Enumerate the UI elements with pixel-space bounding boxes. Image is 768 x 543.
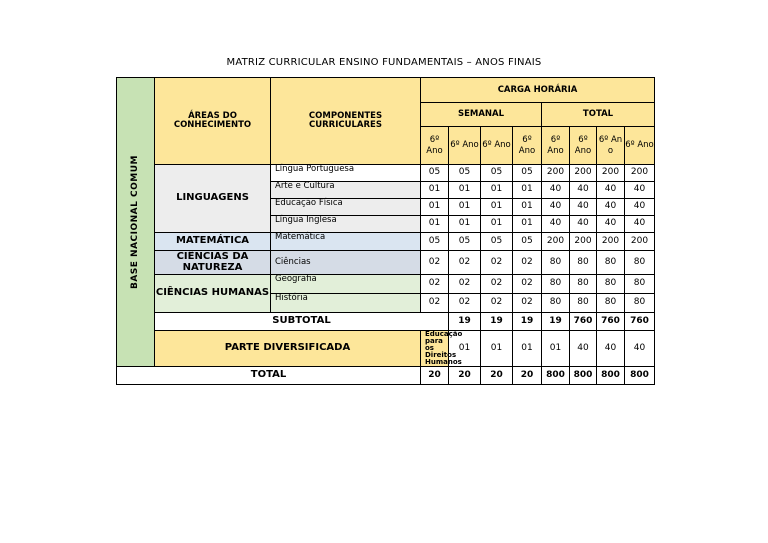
value-cell: 01 bbox=[449, 182, 481, 199]
value-cell: 05 bbox=[421, 233, 449, 251]
total-row bbox=[117, 367, 655, 385]
ano-header: 6º Ano bbox=[625, 127, 655, 165]
value-cell: 01 bbox=[513, 199, 542, 216]
value-cell: 760 bbox=[570, 313, 597, 331]
ano-header: 6º Ano bbox=[513, 127, 542, 165]
ano-header: 6º An o bbox=[597, 127, 625, 165]
ano-header: 6º Ano bbox=[481, 127, 513, 165]
componente-cell: Arte e Cultura bbox=[271, 182, 421, 199]
value-cell: 05 bbox=[449, 165, 481, 182]
semanal-header: SEMANAL bbox=[421, 103, 542, 127]
area-ciencias-humanas: CIÊNCIAS HUMANAS bbox=[155, 275, 271, 313]
value-cell: 40 bbox=[542, 199, 570, 216]
value-cell: 40 bbox=[625, 199, 655, 216]
value-cell: 01 bbox=[449, 199, 481, 216]
value-cell: 200 bbox=[570, 233, 597, 251]
value-cell: 80 bbox=[597, 251, 625, 275]
value-cell: 200 bbox=[570, 165, 597, 182]
value-cell: 40 bbox=[542, 182, 570, 199]
areas-header: ÁREAS DO CONHECIMENTO bbox=[155, 78, 271, 165]
componente-cell: Educação para os Direitos Humanos bbox=[421, 331, 449, 367]
componente-cell: Língua Portuguesa bbox=[271, 165, 421, 182]
ano-header: 6º Ano bbox=[449, 127, 481, 165]
base-nacional-comum-label: BASE NACIONAL COMUM bbox=[129, 154, 140, 290]
value-cell: 19 bbox=[481, 313, 513, 331]
value-cell: 02 bbox=[421, 275, 449, 294]
value-cell: 19 bbox=[542, 313, 570, 331]
componente-cell: Matemática bbox=[271, 233, 421, 251]
value-cell: 80 bbox=[570, 251, 597, 275]
document-title: MATRIZ CURRICULAR ENSINO FUNDAMENTAIS – ANOS FINAIS bbox=[226, 57, 542, 68]
value-cell: 01 bbox=[481, 331, 513, 367]
value-cell: 200 bbox=[625, 233, 655, 251]
value-cell: 80 bbox=[625, 275, 655, 294]
value-cell: 80 bbox=[597, 294, 625, 313]
area-linguagens: LINGUAGENS bbox=[155, 165, 271, 233]
value-cell: 80 bbox=[542, 294, 570, 313]
value-cell: 02 bbox=[513, 294, 542, 313]
value-cell: 02 bbox=[481, 251, 513, 275]
value-cell: 02 bbox=[481, 275, 513, 294]
value-cell: 40 bbox=[597, 331, 625, 367]
value-cell: 40 bbox=[597, 182, 625, 199]
area-matematica: MATEMÁTICA bbox=[155, 233, 271, 251]
value-cell: 80 bbox=[625, 251, 655, 275]
value-cell: 01 bbox=[542, 331, 570, 367]
value-cell: 02 bbox=[421, 294, 449, 313]
value-cell: 80 bbox=[570, 294, 597, 313]
parte-diversificada-row bbox=[117, 331, 655, 367]
base-nacional-comum-cell bbox=[117, 78, 155, 367]
value-cell: 05 bbox=[449, 233, 481, 251]
value-cell: 760 bbox=[625, 313, 655, 331]
subtotal-row bbox=[117, 313, 655, 331]
componente-cell: Geografia bbox=[271, 275, 421, 294]
value-cell: 40 bbox=[570, 331, 597, 367]
value-cell: 80 bbox=[570, 275, 597, 294]
value-cell: 40 bbox=[570, 216, 597, 233]
value-cell: 02 bbox=[449, 275, 481, 294]
componente-cell: História bbox=[271, 294, 421, 313]
area-ciencias-natureza: CIÊNCIAS DA NATUREZA bbox=[155, 251, 271, 275]
table-row bbox=[117, 275, 655, 294]
value-cell: 01 bbox=[481, 216, 513, 233]
value-cell: 200 bbox=[542, 165, 570, 182]
value-cell: 40 bbox=[570, 199, 597, 216]
value-cell: 800 bbox=[542, 367, 570, 385]
value-cell: 02 bbox=[513, 251, 542, 275]
subtotal-label: SUBTOTAL bbox=[155, 313, 449, 331]
value-cell: 01 bbox=[481, 182, 513, 199]
value-cell: 20 bbox=[481, 367, 513, 385]
value-cell: 01 bbox=[481, 199, 513, 216]
value-cell: 80 bbox=[597, 275, 625, 294]
value-cell: 19 bbox=[513, 313, 542, 331]
total-header: TOTAL bbox=[542, 103, 655, 127]
value-cell: 01 bbox=[513, 182, 542, 199]
value-cell: 200 bbox=[597, 233, 625, 251]
total-label: TOTAL bbox=[117, 367, 421, 385]
value-cell: 05 bbox=[481, 165, 513, 182]
value-cell: 01 bbox=[449, 331, 481, 367]
value-cell: 40 bbox=[597, 216, 625, 233]
value-cell: 40 bbox=[542, 216, 570, 233]
parte-diversificada-label: PARTE DIVERSIFICADA bbox=[155, 331, 421, 367]
value-cell: 800 bbox=[570, 367, 597, 385]
value-cell: 40 bbox=[597, 199, 625, 216]
componente-cell: Língua Inglesa bbox=[271, 216, 421, 233]
value-cell: 20 bbox=[421, 367, 449, 385]
value-cell: 80 bbox=[542, 251, 570, 275]
value-cell: 02 bbox=[449, 294, 481, 313]
value-cell: 02 bbox=[513, 275, 542, 294]
value-cell: 40 bbox=[625, 331, 655, 367]
table-row bbox=[117, 233, 655, 251]
value-cell: 05 bbox=[513, 233, 542, 251]
componente-cell: Ciências bbox=[271, 251, 421, 275]
componente-cell: Educação Física bbox=[271, 199, 421, 216]
componentes-header: COMPONENTES CURRICULARES bbox=[271, 78, 421, 165]
ano-header: 6º Ano bbox=[570, 127, 597, 165]
curriculum-table bbox=[116, 77, 655, 385]
value-cell: 800 bbox=[625, 367, 655, 385]
table-row bbox=[117, 165, 655, 182]
value-cell: 80 bbox=[542, 275, 570, 294]
value-cell: 02 bbox=[449, 251, 481, 275]
value-cell: 01 bbox=[421, 182, 449, 199]
value-cell: 01 bbox=[513, 331, 542, 367]
value-cell: 40 bbox=[625, 216, 655, 233]
value-cell: 05 bbox=[481, 233, 513, 251]
value-cell: 01 bbox=[421, 199, 449, 216]
value-cell: 05 bbox=[421, 165, 449, 182]
value-cell: 40 bbox=[570, 182, 597, 199]
value-cell: 20 bbox=[449, 367, 481, 385]
value-cell: 01 bbox=[513, 216, 542, 233]
value-cell: 01 bbox=[421, 216, 449, 233]
value-cell: 05 bbox=[513, 165, 542, 182]
value-cell: 800 bbox=[597, 367, 625, 385]
value-cell: 20 bbox=[513, 367, 542, 385]
value-cell: 19 bbox=[449, 313, 481, 331]
value-cell: 200 bbox=[597, 165, 625, 182]
carga-horaria-header: CARGA HORÁRIA bbox=[421, 78, 655, 103]
ano-header: 6º Ano bbox=[421, 127, 449, 165]
value-cell: 01 bbox=[449, 216, 481, 233]
value-cell: 200 bbox=[542, 233, 570, 251]
table-row bbox=[117, 251, 655, 275]
value-cell: 760 bbox=[597, 313, 625, 331]
value-cell: 02 bbox=[421, 251, 449, 275]
value-cell: 02 bbox=[481, 294, 513, 313]
value-cell: 200 bbox=[625, 165, 655, 182]
value-cell: 80 bbox=[625, 294, 655, 313]
value-cell: 40 bbox=[625, 182, 655, 199]
ano-header: 6º Ano bbox=[542, 127, 570, 165]
